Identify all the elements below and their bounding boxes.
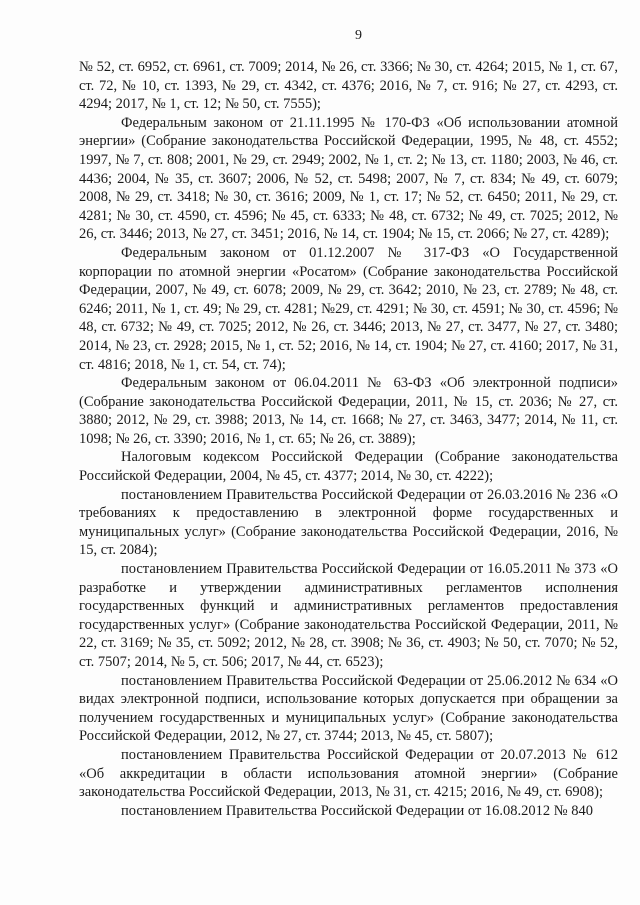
paragraph-decree-840: постановлением Правительства Российской Федерации от 16.08.2012 № 840	[121, 802, 594, 819]
paragraph-law-63-fz: Федеральным законом от 06.04.2011 № 63-ФЗ «Об электронной подписи» (Собрание законодательства Российской Федерации, 2011, № 15, ст. 2036; № 27, ст. 3880; 2012, № 29, ст. 3988; 2013, № 14, ст. 1668; № 27, ст. 3463, 3477; 2014, № 11, ст. 1098; № 26, ст. 3390; 2016, № 1, ст. 65; № 26, ст. 3889);	[79, 375, 618, 447]
document-body	[79, 58, 618, 820]
paragraph-law-317-fz: Федеральным законом от 01.12.2007 № 317-ФЗ «О Государственной корпорации по атомной энергии «Росатом» (Собрание законодательства Российской Федерации, 2007, № 49, ст. 6078; 2009, № 29, ст. 3642; 2010, № 23, ст. 2789; № 48, ст. 6246; 2011, № 1, ст. 49; № 29, ст. 4281; №29, ст. 4291; № 30, ст. 4591; № 30, ст. 4596; № 48, ст. 6732; № 49, ст. 7025; 2012, № 26, ст. 3446; 2013, № 27, ст. 3477, № 27, ст. 3480; 2014, № 23, ст. 2928; 2015, № 1, ст. 52; 2016, № 14, ст. 1904; № 27, ст. 4160; 2017, № 31, ст. 4816; 2018, № 1, ст. 54, ст. 74);	[79, 244, 618, 373]
paragraph-decree-612: постановлением Правительства Российской Федерации от 20.07.2013 № 612 «Об аккредитации в области использования атомной энергии» (Собрание законодательства Российской Федерации, 2013, № 31, ст. 4215; 2016, № 49, ст. 6908);	[79, 746, 618, 801]
paragraph-decree-634: постановлением Правительства Российской Федерации от 25.06.2012 № 634 «О видах электронной подписи, использование которых допускается при обращении за получением государственных и муниципальных услуг» (Собрание законодательства Российской Федерации, 2012, № 27, ст. 3744; 2013, № 45, ст. 5807);	[79, 672, 618, 745]
paragraph-continuation: № 52, ст. 6952, ст. 6961, ст. 7009; 2014, № 26, ст. 3366; № 30, ст. 4264; 2015, № 1, ст. 67, ст. 72, № 10, ст. 1393, № 29, ст. 4342, ст. 4376; 2016, № 7, ст. 916; № 27, ст. 4293, ст. 4294; 2017, № 1, ст. 12; № 50, ст. 7555);	[79, 59, 618, 113]
paragraph-law-170-fz: Федеральным законом от 21.11.1995 № 170-ФЗ «Об использовании атомной энергии» (Собрание законодательства Российской Федерации, 1995, № 48, ст. 4552; 1997, № 7, ст. 808; 2001, № 29, ст. 2949; 2002, № 1, ст. 2; № 13, ст. 1180; 2003, № 46, ст. 4436; 2004, № 35, ст. 3607; 2006, № 52, ст. 5498; 2007, № 7, ст. 834; № 49, ст. 6079; 2008, № 29, ст. 3418; № 30, ст. 3616; 2009, № 1, ст. 17; № 52, ст. 6450; 2011, № 29, ст. 4281; № 30, ст. 4590, ст. 4596; № 45, ст. 6333; № 48, ст. 6732; № 49, ст. 7025; 2012, № 26, ст. 3446; 2013, № 27, ст. 3451; 2016, № 14, ст. 1904; № 15, ст. 2066; № 27, ст. 4289);	[79, 114, 618, 243]
paragraph-decree-373: постановлением Правительства Российской Федерации от 16.05.2011 № 373 «О разработке и утверждении административных регламентов исполнения государственных функций и административных регламентов предоставления государственных услуг» (Собрание законодательства Российской Федерации, 2011, № 22, ст. 3169; № 35, ст. 5092; 2012, № 28, ст. 3908; № 36, ст. 4903; № 50, ст. 7070; № 52, ст. 7507; 2014, № 5, ст. 506; 2017, № 44, ст. 6523);	[79, 561, 618, 670]
paragraph-tax-code: Налоговым кодексом Российской Федерации (Собрание законодательства Российской Федерации, 2004, № 45, ст. 4377; 2014, № 30, ст. 4222);	[79, 449, 618, 485]
paragraph-decree-236: постановлением Правительства Российской Федерации от 26.03.2016 № 236 «О требованиях к предоставлению в электронной форме государственных и муниципальных услуг» (Собрание законодательства Российской Федерации, 2016, № 15, ст. 2084);	[79, 486, 618, 559]
page-number: 9	[355, 28, 362, 43]
